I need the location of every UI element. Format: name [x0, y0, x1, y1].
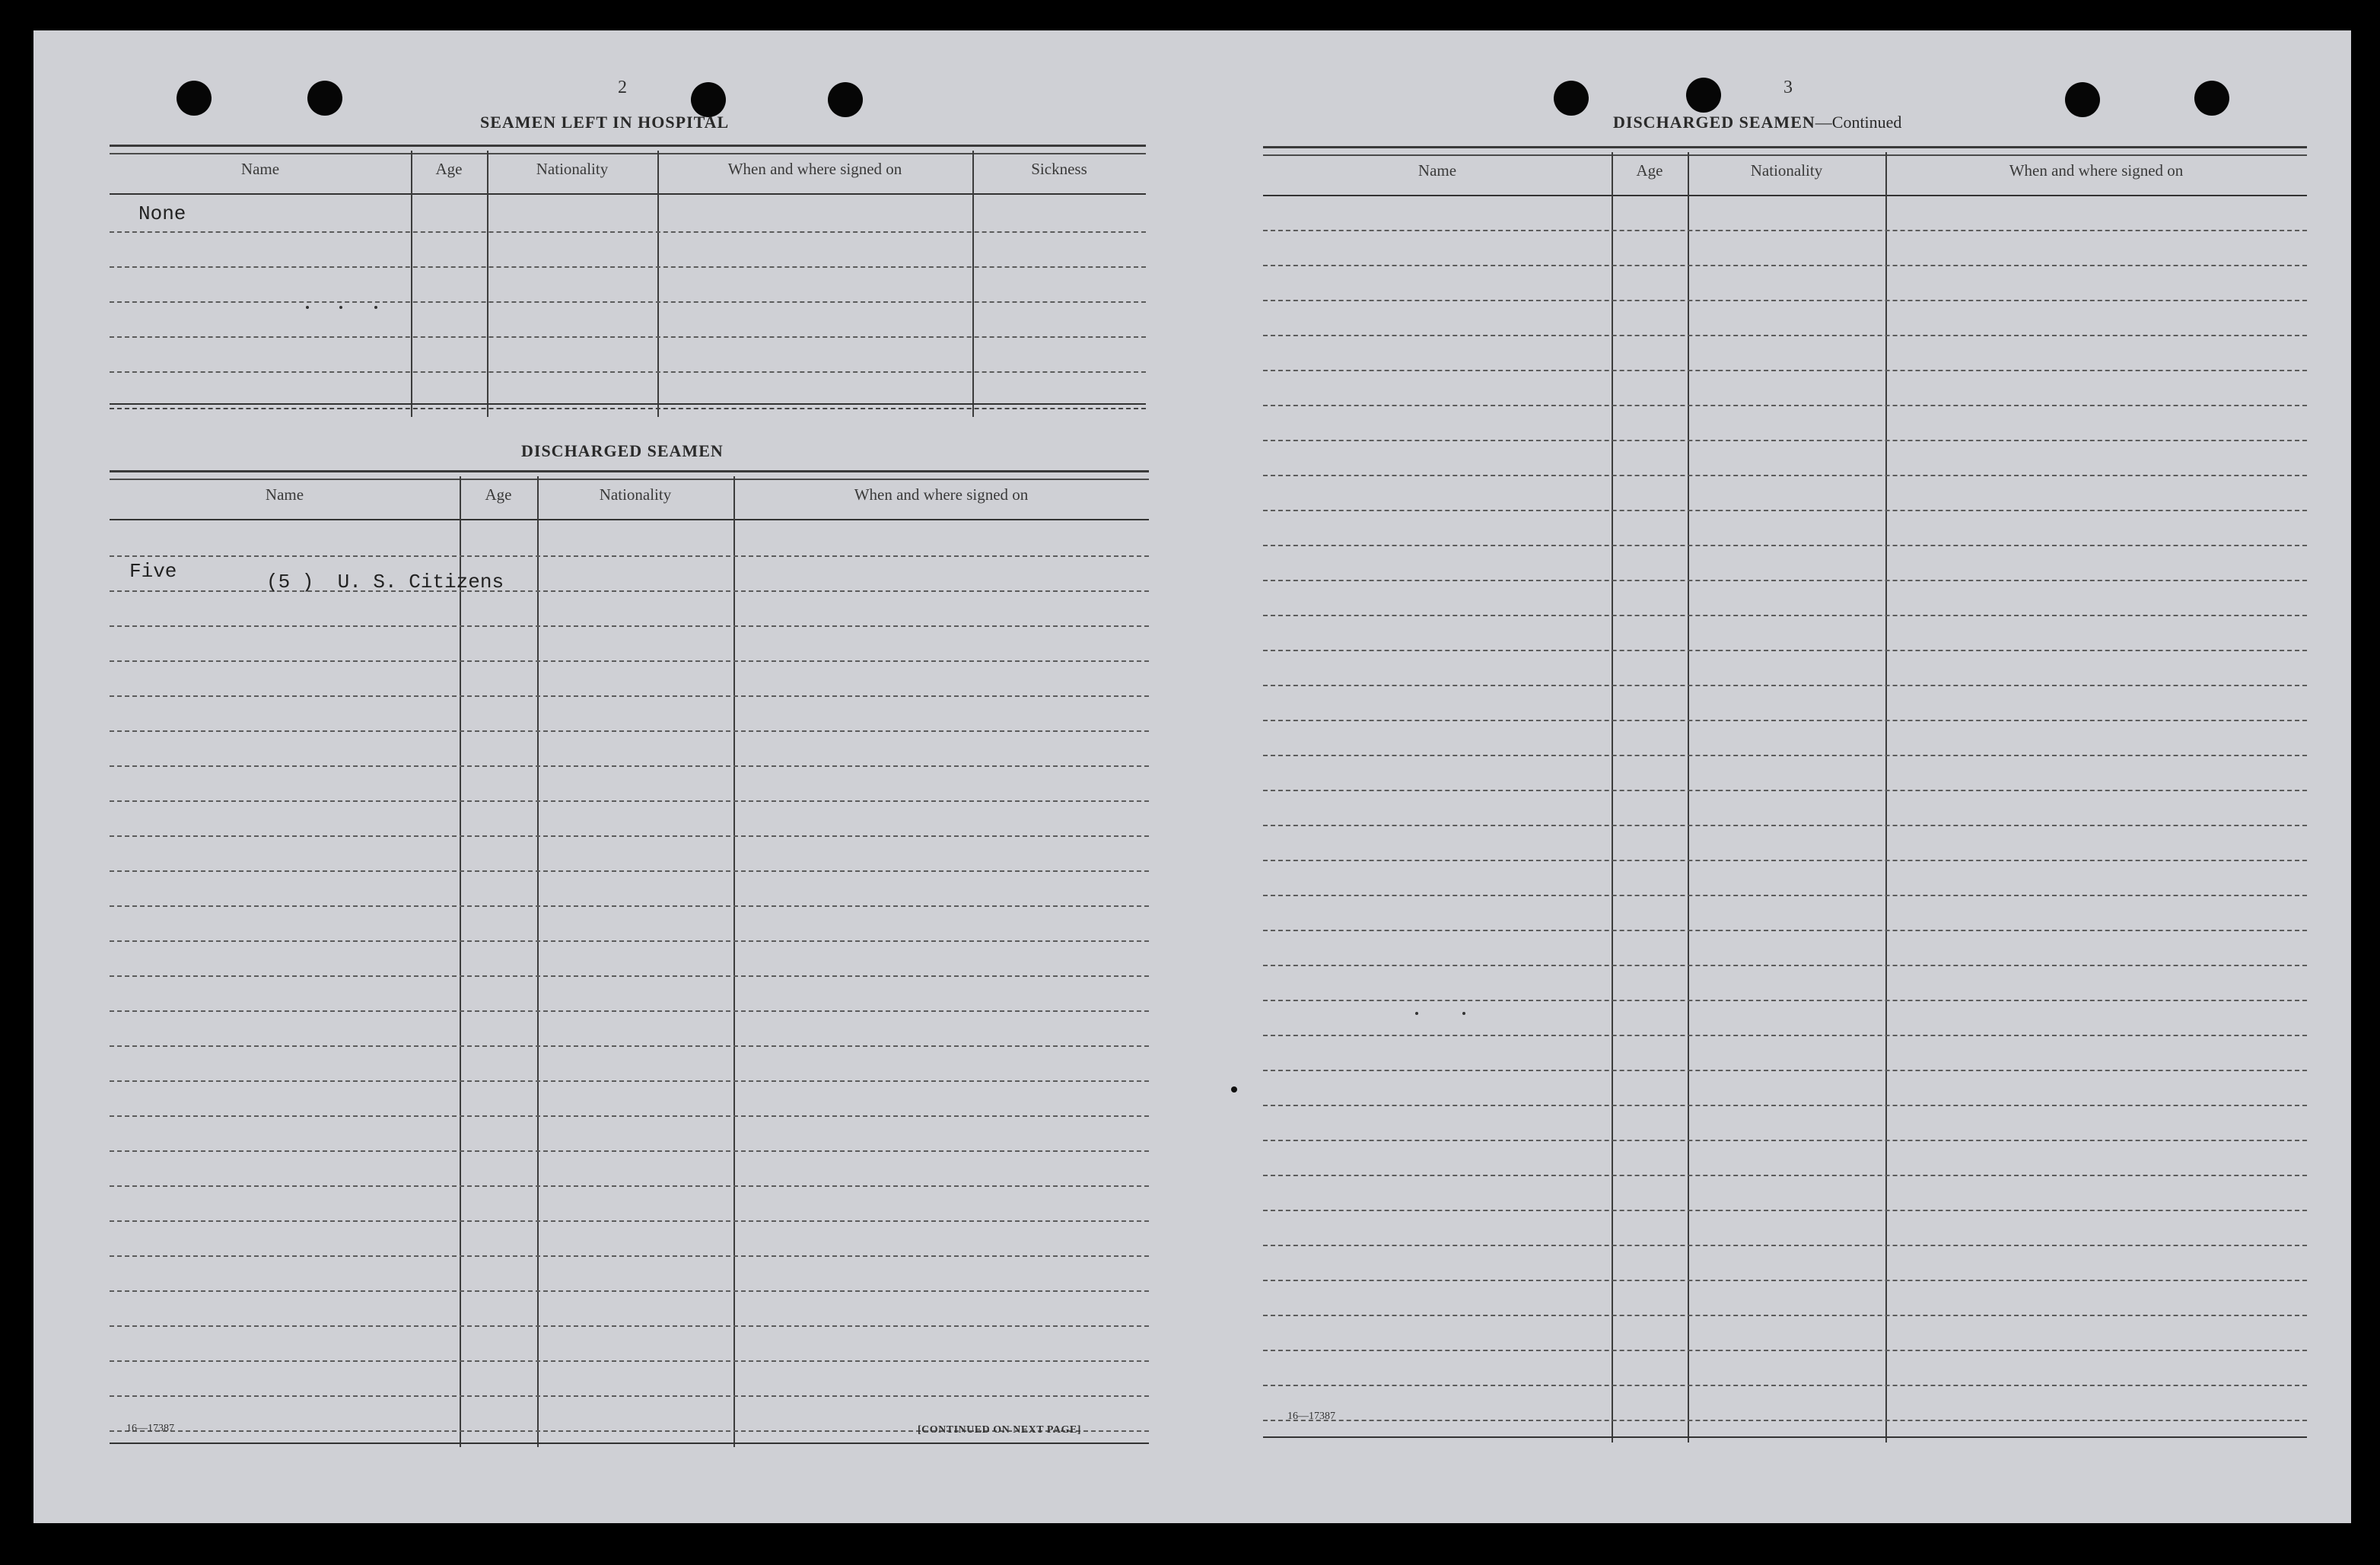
table-row — [1263, 1105, 2307, 1106]
right-title-main: DISCHARGED SEAMEN — [1613, 113, 1815, 132]
table-row — [1263, 615, 2307, 616]
table-row — [1263, 825, 2307, 826]
table-row — [1263, 545, 2307, 546]
table-row — [110, 800, 1149, 802]
table-row — [110, 1010, 1149, 1012]
table-row — [110, 1255, 1149, 1257]
table-row — [1263, 1070, 2307, 1071]
column-divider — [733, 476, 735, 1447]
column-divider — [657, 151, 659, 417]
punch-hole — [177, 81, 212, 116]
table-row — [1263, 650, 2307, 651]
table-row — [110, 231, 1146, 233]
table-header — [110, 151, 1146, 195]
table-row — [110, 870, 1149, 872]
table-row — [1263, 475, 2307, 476]
column-header-nationality: Nationality — [536, 160, 609, 178]
punch-hole — [828, 82, 863, 117]
discharged-section-title: DISCHARGED SEAMEN — [521, 441, 724, 460]
table-row — [110, 1080, 1149, 1082]
table-bottom-rule — [110, 408, 1146, 409]
table-row — [110, 1115, 1149, 1117]
column-divider — [411, 151, 412, 417]
table-row — [1263, 1350, 2307, 1351]
form-number-right: 16—17387 — [1287, 1411, 1335, 1422]
table-row — [110, 975, 1149, 977]
table-row — [110, 940, 1149, 942]
ink-speck — [306, 306, 309, 309]
punch-hole — [1554, 81, 1589, 116]
table-row — [110, 1360, 1149, 1362]
table-row — [110, 336, 1146, 338]
column-divider — [972, 151, 974, 417]
page-number-left: 2 — [618, 78, 627, 97]
column-header-name: Name — [1418, 161, 1457, 180]
table-row — [1263, 895, 2307, 896]
column-header-age: Age — [1636, 161, 1663, 180]
column-header-nationality: Nationality — [1750, 161, 1823, 180]
table-row — [110, 1220, 1149, 1222]
column-header-sickness: Sickness — [1031, 160, 1087, 178]
table-row — [1263, 580, 2307, 581]
column-header-signed-on: When and where signed on — [727, 160, 902, 178]
column-header-name: Name — [240, 160, 280, 178]
table-row — [110, 730, 1149, 732]
page-number-right: 3 — [1783, 78, 1793, 97]
ink-speck — [1415, 1012, 1418, 1015]
column-header-signed-on: When and where signed on — [854, 485, 1029, 504]
table-row — [1263, 755, 2307, 756]
column-divider — [460, 476, 461, 1447]
table-bottom-rule — [110, 1443, 1149, 1444]
table-row — [1263, 965, 2307, 966]
column-header-age: Age — [435, 160, 463, 178]
table-row — [110, 905, 1149, 907]
table-row — [1263, 685, 2307, 686]
table-row — [110, 590, 1149, 592]
table-row — [1263, 1140, 2307, 1141]
table-row — [110, 1290, 1149, 1292]
table-row — [110, 1150, 1149, 1152]
table-row — [1263, 860, 2307, 861]
table-row — [1263, 405, 2307, 406]
column-divider — [1688, 152, 1689, 1443]
table-row — [110, 1395, 1149, 1397]
table-row — [1263, 790, 2307, 791]
table-bottom-rule — [110, 403, 1146, 405]
table-row — [1263, 1245, 2307, 1246]
hospital-table — [110, 145, 1146, 417]
punch-hole — [2194, 81, 2229, 116]
table-row — [1263, 720, 2307, 721]
hospital-section-title: SEAMEN LEFT IN HOSPITAL — [480, 113, 730, 132]
table-row — [1263, 1175, 2307, 1176]
discharged-table-left — [110, 470, 1149, 1447]
table-row — [110, 555, 1149, 557]
table-row — [1263, 1315, 2307, 1316]
table-row — [110, 1185, 1149, 1187]
right-title-suffix: —Continued — [1815, 113, 1902, 132]
hospital-entry-text: None — [138, 202, 186, 225]
column-header-nationality: Nationality — [599, 485, 672, 504]
table-row — [110, 371, 1146, 373]
table-row — [1263, 300, 2307, 301]
column-header-signed-on: When and where signed on — [2009, 161, 2184, 180]
document-sheet — [33, 30, 2351, 1523]
table-row — [1263, 265, 2307, 266]
table-row — [110, 1325, 1149, 1327]
table-row — [110, 660, 1149, 662]
table-row — [1263, 1035, 2307, 1036]
table-row — [1263, 370, 2307, 371]
table-row — [1263, 510, 2307, 511]
table-row — [1263, 230, 2307, 231]
ink-speck — [374, 306, 377, 309]
continued-note: [CONTINUED ON NEXT PAGE] — [918, 1424, 1081, 1436]
table-bottom-rule — [1263, 1436, 2307, 1438]
table-row — [1263, 1000, 2307, 1001]
ink-speck — [1462, 1012, 1465, 1015]
table-row — [110, 625, 1149, 627]
column-divider — [1885, 152, 1887, 1443]
table-row — [1263, 440, 2307, 441]
column-divider — [537, 476, 539, 1447]
table-row — [110, 765, 1149, 767]
table-row — [1263, 1280, 2307, 1281]
table-row — [110, 266, 1146, 268]
table-row — [1263, 335, 2307, 336]
discharged-table-right — [1263, 146, 2307, 1443]
ink-speck — [1231, 1086, 1237, 1093]
discharged-entry-count: Five — [129, 560, 177, 583]
table-row — [110, 301, 1146, 303]
table-row — [110, 835, 1149, 837]
column-header-name: Name — [265, 485, 304, 504]
table-row — [1263, 1210, 2307, 1211]
punch-hole — [1686, 78, 1721, 113]
table-row — [110, 1045, 1149, 1047]
punch-hole — [2065, 82, 2100, 117]
table-header — [110, 476, 1149, 520]
discharged-entry-text: (5 ) U. S. Citizens — [266, 571, 504, 593]
table-row — [1263, 1420, 2307, 1421]
form-number-left: 16—17387 — [126, 1423, 174, 1434]
column-divider — [1612, 152, 1613, 1443]
table-row — [1263, 930, 2307, 931]
punch-hole — [307, 81, 342, 116]
column-divider — [487, 151, 488, 417]
ink-speck — [339, 306, 342, 309]
table-row — [110, 695, 1149, 697]
table-header — [1263, 152, 2307, 196]
column-header-age: Age — [485, 485, 512, 504]
right-section-title — [1613, 113, 1901, 132]
table-row — [1263, 1385, 2307, 1386]
